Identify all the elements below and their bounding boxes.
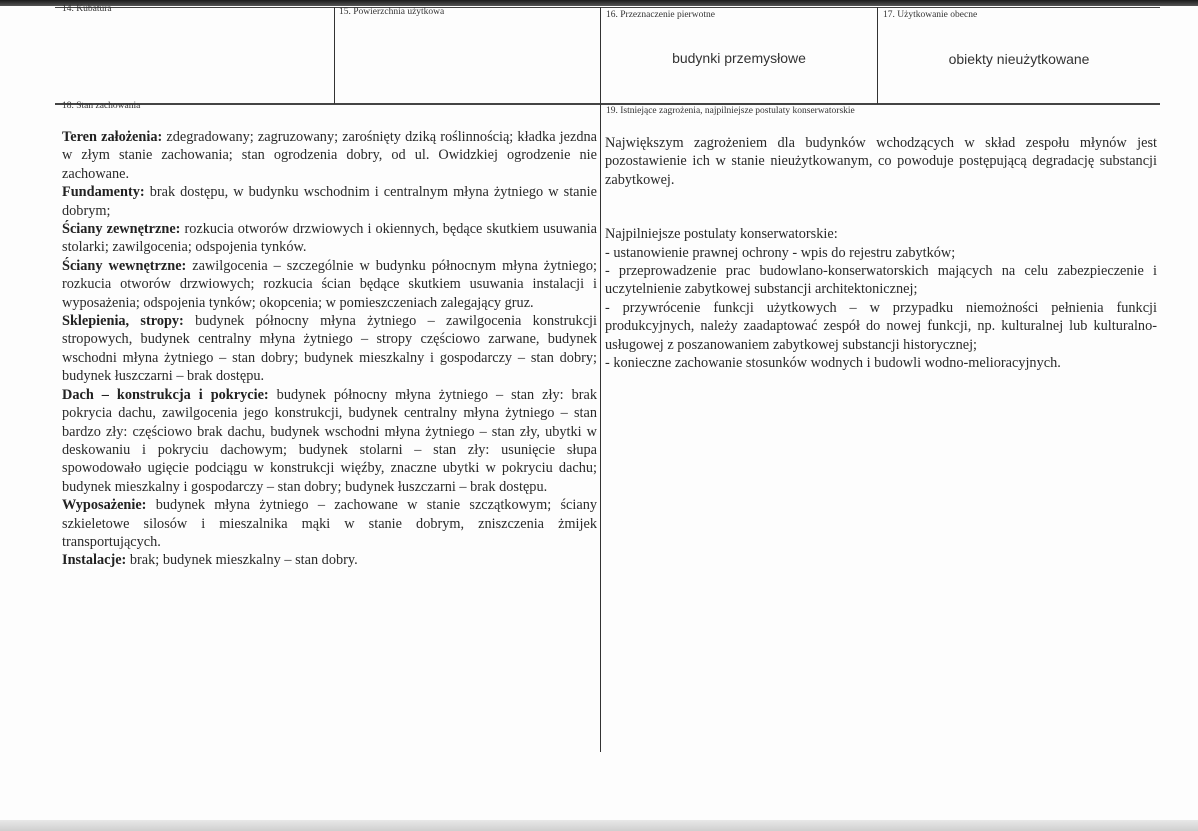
condition-heading: Ściany wewnętrzne: [62,257,187,274]
field-18-label: 18. Stan zachowania [62,101,141,111]
condition-heading: Ściany zewnętrzne: [62,221,181,238]
field-17-value: obiekty nieużytkowane [948,51,1090,67]
threats-section [605,134,1157,372]
threats-intro: Największym zagrożeniem dla budynków wchodzących w skład zespołu młynów jest pozostawienie ich w stanie nieużytkowanym, co powoduje postępującą degradację substancji zabytkowej. [605,135,1157,188]
condition-text: rozkucia otworów drzwiowych i okiennych, będące skutkiem usuwania stolarki; zawilgocenia; odspojenia tynków. [62,221,597,256]
condition-item [62,128,597,183]
condition-item [62,257,597,312]
field-16-label: 16. Przeznaczenie pierwotne [606,10,715,20]
condition-item [62,183,597,220]
condition-item [62,496,597,551]
scan-bottom-edge [0,820,1198,831]
row-divider [55,103,1160,105]
condition-section [62,128,597,570]
field-16-value: budynki przemysłowe [672,50,806,66]
condition-heading: Teren założenia: [62,129,163,145]
field-14-label: 14. Kubatura [62,4,112,14]
condition-text: brak dostępu, w budynku wschodnim i centralnym młyna żytniego w stanie dobrym; [62,184,597,219]
condition-text: budynek północny młyna żytniego – zawilgocenia konstrukcji stropowych, budynek centralny młyna żytniego – stropy częściowo zarwane, budynek wschodni młyna żytniego – stan dobry; budynek mieszkalny i gospodarczy – stan dobry; budynek łuszczarni – brak dostępu. [62,313,597,385]
condition-heading: Wyposażenie: [62,497,147,514]
field-15-label: 15. Powierzchnia użytkowa [339,7,445,17]
postulate-item: - przeprowadzenie prac budowlano-konserwatorskich mających na celu zabezpieczenie i uczytelnienie zabytkowej substancji architektonicznej; [605,263,1157,298]
postulate-item: - konieczne zachowanie stosunków wodnych i budowli wodno-melioracyjnych. [605,355,1061,372]
column-divider [600,7,601,752]
table-border-top [55,7,1160,8]
field-19-label: 19. Istniejące zagrożenia, najpilniejsze postulaty konserwatorskie [606,106,855,116]
postulates-title: Najpilniejsze postulaty konserwatorskie: [605,226,838,243]
condition-heading: Fundamenty: [62,184,145,201]
condition-text: budynek północny młyna żytniego – stan zły: brak pokrycia dachu, zawilgocenia jego konstrukcji, budynek centralny młyna żytniego – stan bardzo zły: częściowo brak dachu, budynek wschodni młyna żytniego – stan zły, ubytki w deskowaniu i pokryciu dachowym; budynek stolarni – stan zły: usunięcie słupa spowodowało ugięcie podciągu w konstrukcji więźby, znaczne ubytki w pokryciu dachu; budynek mieszkalny i gospodarczy – stan dobry; budynek łuszczarni – brak dostępu. [62,386,597,495]
column-divider [334,7,335,104]
condition-item [62,386,597,496]
scan-top-edge [0,0,1198,6]
condition-item [62,220,597,257]
condition-item [62,551,597,569]
field-17-label: 17. Użytkowanie obecne [883,10,978,20]
condition-text: budynek młyna żytniego – zachowane w stanie szczątkowym; ściany szkieletowe silosów i mieszalnika mąki w stanie dobrym, zniszczenia żmijek transportujących. [62,497,597,550]
condition-heading: Dach – konstrukcja i pokrycie: [62,386,269,403]
condition-text: brak; budynek mieszkalny – stan dobry. [126,552,358,569]
condition-heading: Sklepienia, stropy: [62,313,184,330]
condition-text: zdegradowany; zagruzowany; zarośnięty dziką roślinnością; kładka jezdna w złym stanie zachowania; stan ogrodzenia dobry, od ul. Owidzkiej ogrodzenie nie zachowane. [62,129,597,182]
condition-item [62,312,597,386]
condition-heading: Instalacje: [62,552,127,569]
condition-text: zawilgocenia – szczególnie w budynku północnym młyna żytniego; rozkucia otworów drzwiowych; rozkucia ścian będące skutkiem usuwania instalacji i wyposażenia; odspojenia tynków; okopcenia; w pomieszczeniach zalegający gruz. [62,257,597,311]
postulate-item: - przywrócenie funkcji użytkowych – w przypadku niemożności pełnienia funkcji produkcyjnych, należy zaadaptować zespół do nowej funkcji, np. kulturalnej lub kulturalno-usługowej z poszanowaniem zabytkowej substancji historycznej; [605,299,1157,353]
postulate-item: - ustanowienie prawnej ochrony - wpis do rejestru zabytków; [605,244,956,261]
